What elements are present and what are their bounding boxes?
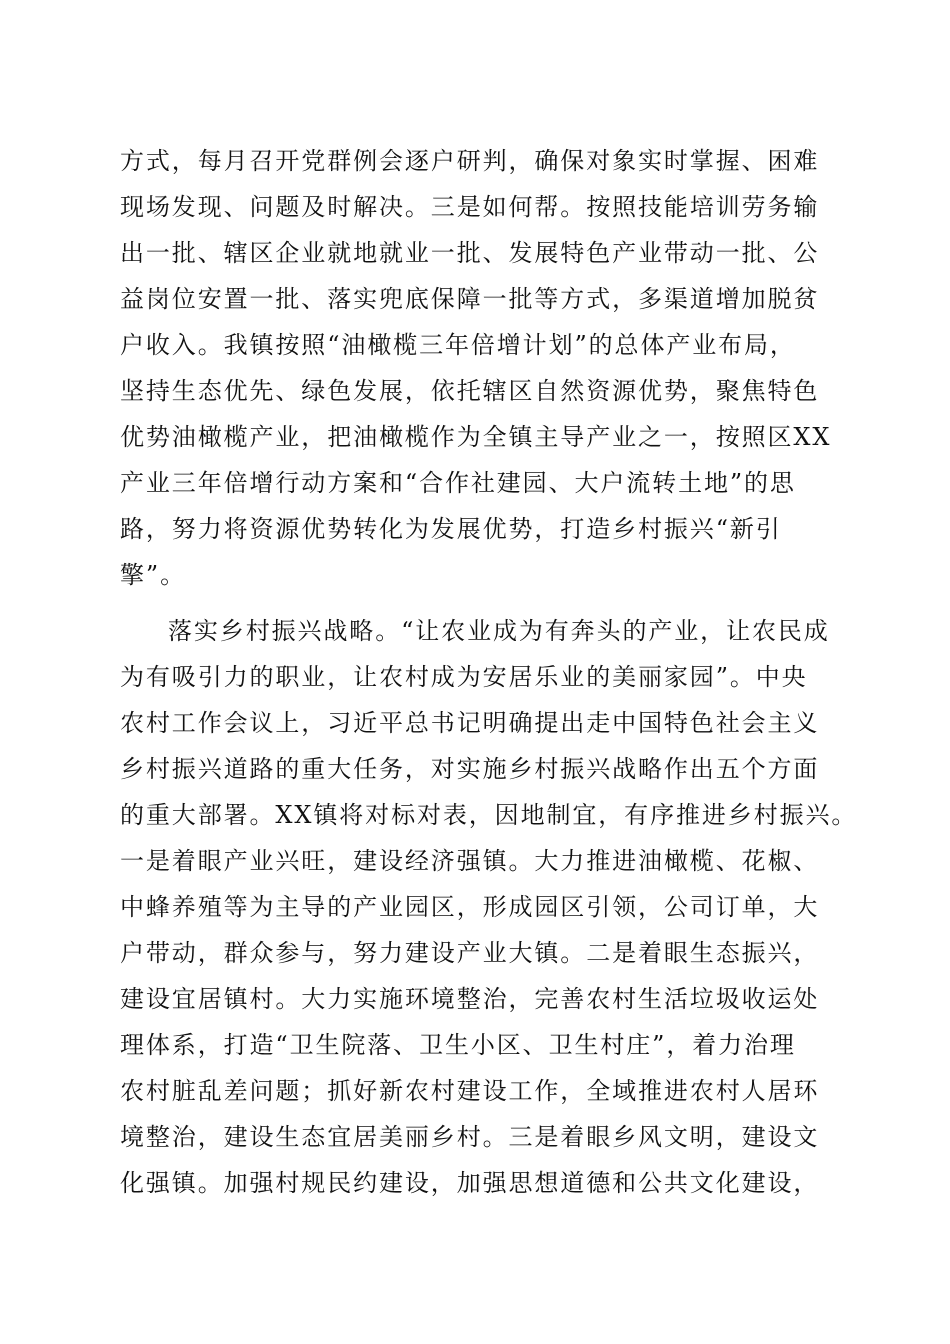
text-line: 为有吸引力的职业，让农村成为安居乐业的美丽家园”。中央 — [120, 663, 808, 691]
text-line: 境整治，建设生态宜居美丽乡村。三是着眼乡风文明，建设文 — [120, 1123, 820, 1151]
text-line: 化强镇。加强村规民约建设，加强思想道德和公共文化建设， — [120, 1169, 820, 1197]
text-line: 户带动，群众参与，努力建设产业大镇。二是着眼生态振兴， — [120, 939, 820, 967]
text-line: 优势油橄榄产业，把油橄榄作为全镇主导产业之一，按照区XX — [120, 423, 832, 451]
text-line: 的重大部署。XX镇将对标对表，因地制宜，有序推进乡村振兴。 — [120, 801, 858, 829]
text-line: 一是着眼产业兴旺，建设经济强镇。大力推进油橄榄、花椒、 — [120, 847, 820, 875]
text-line: 理体系，打造“卫生院落、卫生小区、卫生村庄”，着力治理 — [120, 1031, 796, 1059]
text-line: 农村工作会议上，习近平总书记明确提出走中国特色社会主义 — [120, 709, 820, 737]
text-line: 路，努力将资源优势转化为发展优势，打造乡村振兴“新引 — [120, 515, 782, 543]
text-line: 益岗位安置一批、落实兜底保障一批等方式，多渠道增加脱贫 — [120, 285, 820, 313]
text-line: 现场发现、问题及时解决。三是如何帮。按照技能培训劳务输 — [120, 193, 820, 221]
text-line: 乡村振兴道路的重大任务，对实施乡村振兴战略作出五个方面 — [120, 755, 820, 783]
text-line: 建设宜居镇村。大力实施环境整治，完善农村生活垃圾收运处 — [120, 985, 820, 1013]
text-line: 农村脏乱差问题；抓好新农村建设工作，全域推进农村人居环 — [120, 1077, 820, 1105]
text-line: 中蜂养殖等为主导的产业园区，形成园区引领，公司订单，大 — [120, 893, 820, 921]
text-line: 产业三年倍增行动方案和“合作社建园、大户流转土地”的思 — [120, 469, 796, 497]
text-line: 擎”。 — [120, 561, 186, 589]
text-line: 户收入。我镇按照“油橄榄三年倍增计划”的总体产业布局， — [120, 331, 796, 359]
text-line: 坚持生态优先、绿色发展，依托辖区自然资源优势，聚焦特色 — [120, 377, 820, 405]
text-line: 出一批、辖区企业就地就业一批、发展特色产业带动一批、公 — [120, 239, 820, 267]
text-line: 落实乡村振兴战略。“让农业成为有奔头的产业，让农民成 — [168, 617, 830, 645]
text-line: 方式，每月召开党群例会逐户研判，确保对象实时掌握、困难 — [120, 147, 820, 175]
